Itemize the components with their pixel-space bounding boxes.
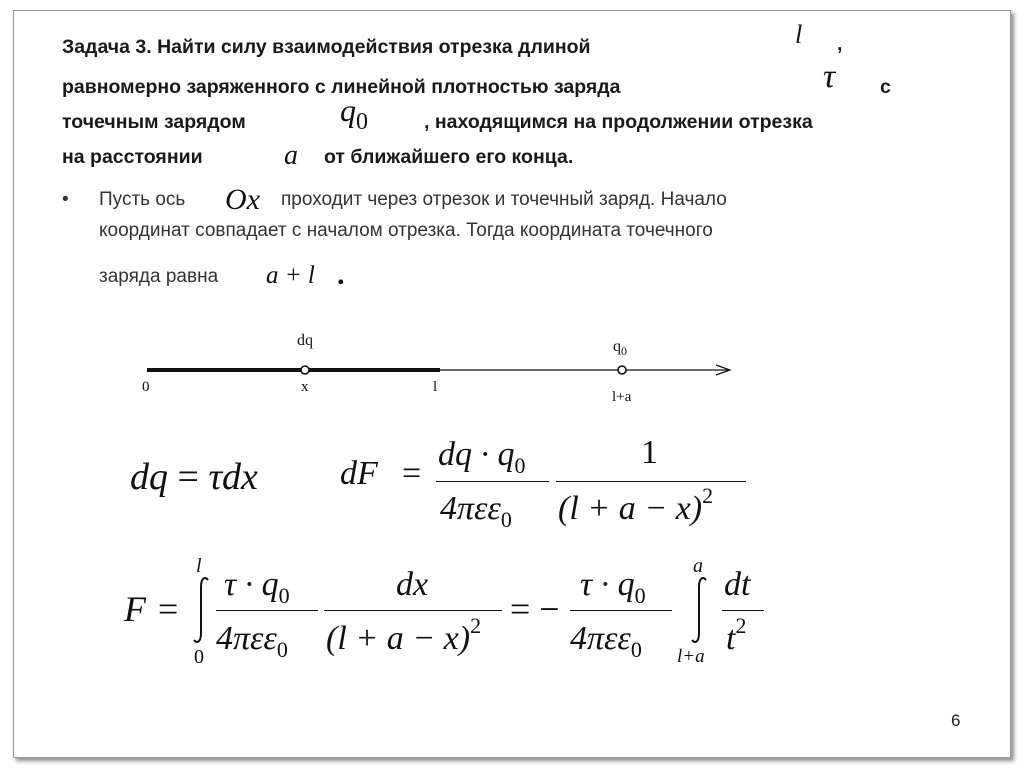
solution-part-2: проходит через отрезок и точечный заряд. Начало xyxy=(281,189,727,210)
task-line-2-tail: с xyxy=(880,76,891,98)
integral-1-sign xyxy=(190,575,212,645)
dq-point xyxy=(301,366,309,374)
formula-dF-frac1-den: 4πεε$_0$ xyxy=(440,490,512,532)
symbol-q-sub: 0 xyxy=(356,109,368,135)
solution-part-1: Пусть ось xyxy=(99,189,186,210)
task-line-1-comma: , xyxy=(837,33,843,55)
task-line-3-tail: , находящимся на продолжении отрезка xyxy=(424,111,813,133)
formula-F-frac4-bar xyxy=(722,610,764,611)
formula-F-frac4-num: dt xyxy=(724,566,751,603)
formula-dF-frac2-den: $(l + a - x)^2$ xyxy=(558,483,714,527)
task-line-1: Задача 3. Найти силу взаимодействия отрезка длиной xyxy=(62,36,591,58)
task-line-4-tail: от ближайшего его конца. xyxy=(324,146,574,168)
axis-symbol: Ox xyxy=(225,183,260,216)
formula-F-eq2: = − xyxy=(510,589,560,629)
bullet: • xyxy=(62,189,69,210)
formula-F-frac2-bar xyxy=(324,610,502,611)
formula-dF-frac2-num: 1 xyxy=(641,434,658,471)
symbol-l: l xyxy=(795,20,803,49)
symbol-q0 xyxy=(340,92,368,135)
formula-F-frac3-bar xyxy=(570,610,672,611)
page-number: 6 xyxy=(951,711,961,730)
formula-dF-eq: = xyxy=(402,455,422,492)
formula-F-frac4-den: $t^2$ xyxy=(726,613,747,657)
tick-0: 0 xyxy=(142,379,150,395)
tick-x: x xyxy=(301,379,309,395)
integral-2-sign xyxy=(688,575,710,645)
formula-dF-frac1-bar xyxy=(436,481,549,482)
symbol-q: q xyxy=(340,92,356,128)
formula-F-frac2-den: $(l + a - x)^2$ xyxy=(326,613,482,657)
task-line-4: на расстоянии xyxy=(62,146,203,168)
formula-F-frac1-bar xyxy=(216,610,318,611)
formula-F-frac2-num: dx xyxy=(396,566,429,603)
formula-F-eq: = xyxy=(158,589,179,629)
formula-dF-frac1-num: dq · $q_0$ xyxy=(438,436,526,478)
formula-dF-lhs: dF xyxy=(340,455,378,492)
integral-2-upper: a xyxy=(693,555,703,577)
coord-expression: a + l xyxy=(266,262,315,289)
formula-F-frac1-den: 4πεε$_0$ xyxy=(216,620,288,662)
task-line-2: равномерно заряженного с линейной плотностью заряда xyxy=(62,76,621,98)
solution-line-2: координат совпадает с началом отрезка. Тогда координата точечного xyxy=(99,220,713,241)
formula-F-frac1-num: $\tau \cdot q_0$ xyxy=(224,566,290,608)
solution-line-3: заряда равна xyxy=(99,266,219,287)
integral-2-lower: l+a xyxy=(677,646,705,667)
integral-1-lower: 0 xyxy=(194,646,204,668)
axis-diagram xyxy=(130,325,750,410)
q0-point xyxy=(618,366,626,374)
tick-l: l xyxy=(433,379,438,395)
tick-l-plus-a: l+a xyxy=(612,389,632,405)
formula-dF-frac2-bar xyxy=(556,481,746,482)
integral-1-upper: l xyxy=(196,555,202,577)
formula-F-frac3-den: 4πεε$_0$ xyxy=(570,620,642,662)
label-q0: $q_0$ xyxy=(613,338,627,358)
task-line-3: точечным зарядом xyxy=(62,111,246,133)
symbol-a: a xyxy=(284,140,298,171)
formula-F-lhs: F xyxy=(124,589,146,629)
label-dq: dq xyxy=(297,332,313,349)
formula-dq: dq = τdx xyxy=(130,456,258,498)
coord-period: . xyxy=(337,258,345,291)
symbol-tau: τ xyxy=(823,58,836,95)
formula-F-frac3-num: $\tau \cdot q_0$ xyxy=(580,566,646,608)
